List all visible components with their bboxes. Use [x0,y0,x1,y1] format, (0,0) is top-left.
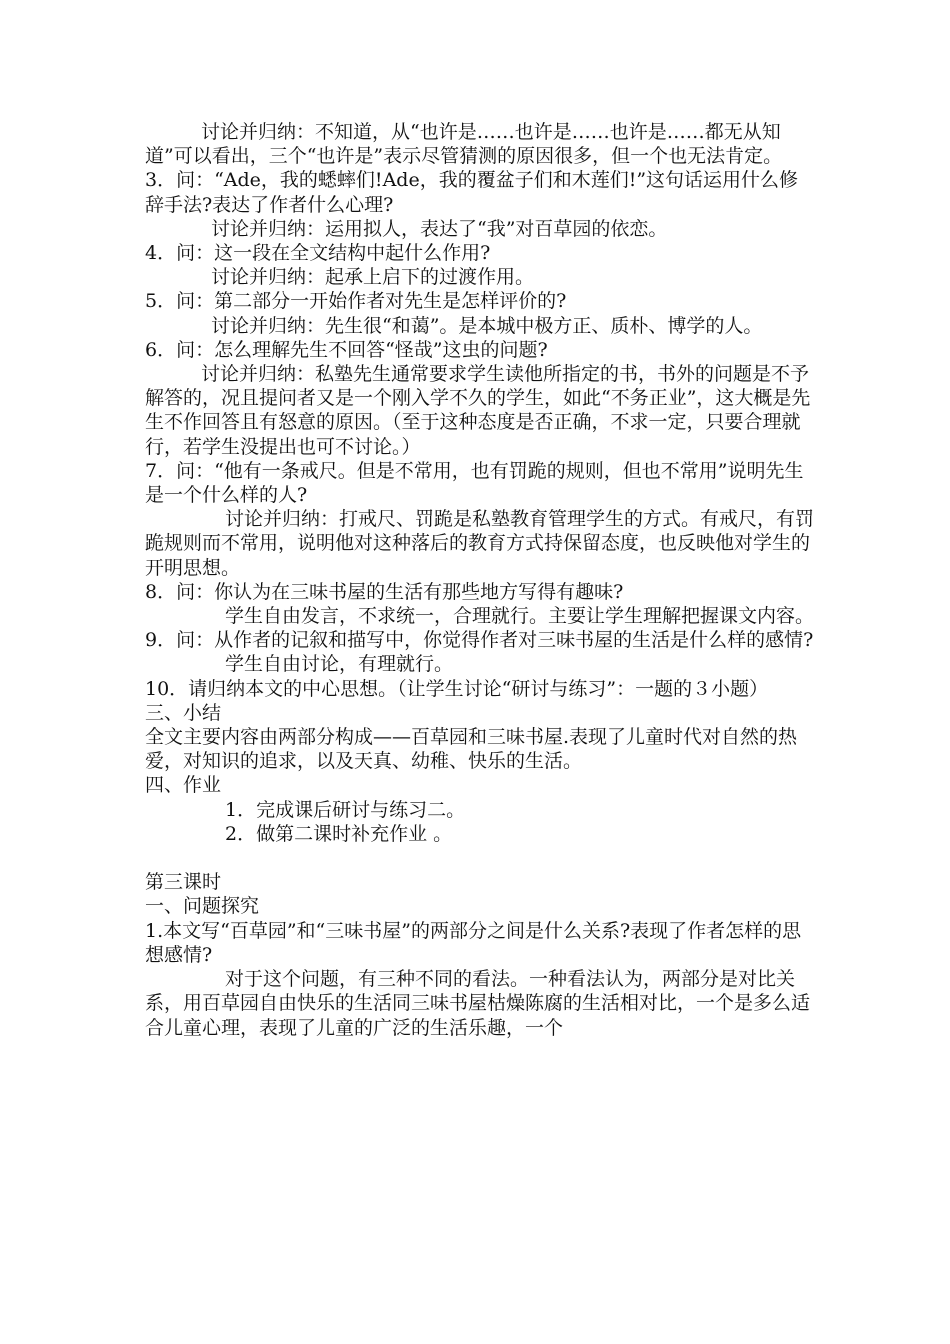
question-7: 7．问：“他有一条戒尺。但是不常用，也有罚跪的规则，但也不常用”说明先生是一个什么样的人? [145,459,804,507]
answer-7: 讨论并归纳：打戒尺、罚跪是私塾教育管理学生的方式。有戒尺，有罚跪规则而不常用，说明他对这种落后的教育方式持保留态度，也反映他对学生的开明思想。 [145,508,815,579]
inquiry-question-1: 1.本文写“百草园”和“三味书屋”的两部分之间是什么关系?表现了作者怎样的思想感情? [145,919,802,966]
summary-text: 全文主要内容由两部分构成——百草园和三味书屋.表现了儿童时代对自然的热爱，对知识的追求，以及天真、幼稚、快乐的生活。 [145,726,798,773]
homework-item: 1．完成课后研讨与练习二。 [225,798,466,821]
document-page [145,120,815,1040]
paragraph: 讨论并归纳：不知道，从“也许是……也许是……也许是……都无从知道”可以看出，三个“也许是”表示尽管猜测的原因很多，但一个也无法肯定。 [145,121,783,168]
answer-4: 讨论并归纳：起承上启下的过渡作用。 [211,266,535,289]
answer-6: 讨论并归纳：私塾先生通常要求学生读他所指定的书，书外的问题是不予解答的，况且提问者又是一个刚入学不久的学生，如此“不务正业”，这大概是先生不作回答且有怒意的原因。（至于这种态度是否正确，不求一定，只要合理就行，若学生没提出也可不讨论。） [145,363,811,458]
answer-3: 讨论并归纳：运用拟人，表达了“我”对百草园的依恋。 [211,217,668,240]
question-3: 3．问：“Ade，我的蟋蟀们!Ade，我的覆盆子们和木莲们!”这句话运用什么修辞手法?表达了作者什么心理? [145,169,799,216]
answer-9: 学生自由讨论，有理就行。 [225,653,454,676]
question-10: 10．请归纳本文的中心思想。（让学生讨论“研讨与练习”：一题的３小题） [145,677,769,700]
section-heading-summary: 三、小结 [145,701,222,724]
question-4: 4．问：这一段在全文结构中起什么作用? [145,242,491,265]
section-heading-inquiry: 一、问题探究 [145,895,260,918]
inquiry-answer-1: 对于这个问题，有三种不同的看法。一种看法认为，两部分是对比关系，用百草园自由快乐的生活同三味书屋枯燥陈腐的生活相对比，一个是多么适合儿童心理，表现了儿童的广泛的生活乐趣，一个 [145,968,811,1039]
answer-8: 学生自由发言，不求统一，合理就行。主要让学生理解把握课文内容。 [225,605,815,628]
question-6: 6．问：怎么理解先生不回答“怪哉”这虫的问题? [145,338,548,361]
spacer [145,846,815,870]
question-9: 9．问：从作者的记叙和描写中，你觉得作者对三味书屋的生活是什么样的感情? [145,629,814,652]
lesson-heading: 第三课时 [145,871,222,894]
question-8: 8．问：你认为在三味书屋的生活有那些地方写得有趣味? [145,580,624,603]
section-heading-homework: 四、作业 [145,774,222,797]
homework-item: 2．做第二课时补充作业 。 [225,822,453,845]
question-5: 5．问：第二部分一开始作者对先生是怎样评价的? [145,290,567,313]
answer-5: 讨论并归纳：先生很“和蔼”。是本城中极方正、质朴、博学的人。 [211,314,763,337]
